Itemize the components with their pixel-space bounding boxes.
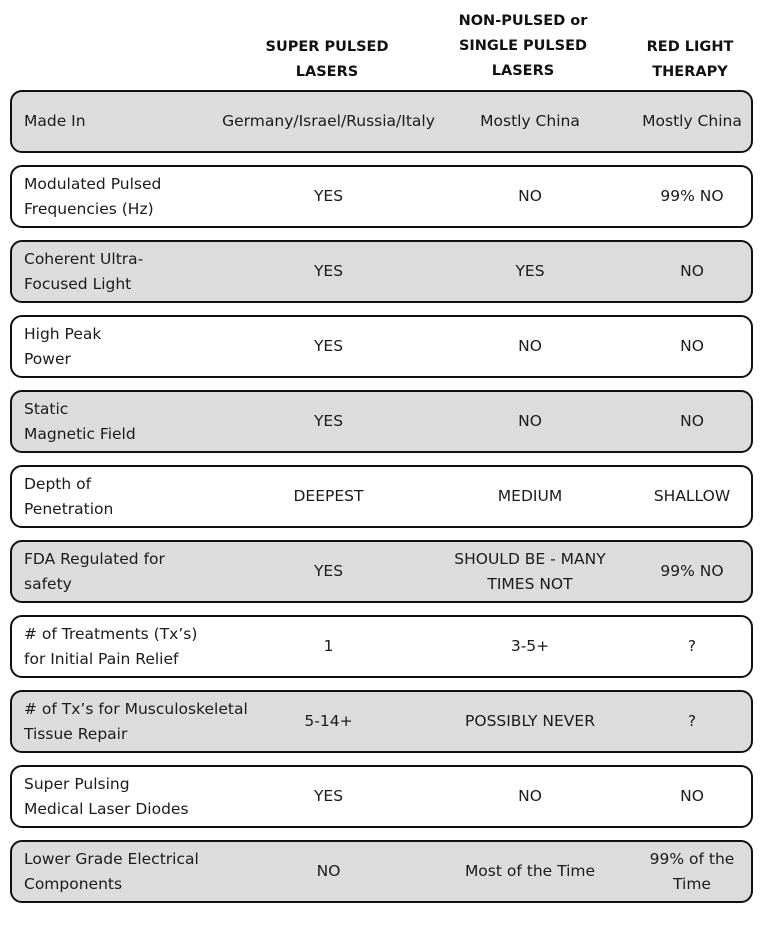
cell-text: YES <box>313 187 344 205</box>
cell-text: 99% NO <box>660 187 724 205</box>
cell-red-light <box>619 767 765 826</box>
cell-super-pulsed <box>202 617 455 676</box>
row-label-text: Coherent Ultra- Focused Light <box>24 249 144 293</box>
cell-text: ? <box>687 712 697 730</box>
cell-non-pulsed <box>445 467 615 526</box>
cell-red-light <box>619 542 765 601</box>
cell-text: DEEPEST <box>293 487 364 505</box>
cell-text: NO <box>680 262 704 280</box>
cell-text: NO <box>518 337 542 355</box>
table-row-coherent-light <box>10 240 753 303</box>
header-line: SUPER PULSED <box>265 39 389 55</box>
cell-text: 99% of the Time <box>649 849 735 893</box>
cell-text: NO <box>518 187 542 205</box>
cell-text: YES <box>313 787 344 805</box>
cell-text: YES <box>313 412 344 430</box>
row-label-text: # of Tx’s for Musculoskeletal Tissue Repair <box>24 699 248 743</box>
header-line: LASERS <box>491 63 555 79</box>
cell-text: NO <box>680 337 704 355</box>
cell-red-light <box>619 317 765 376</box>
cell-text: 5-14+ <box>304 712 353 730</box>
cell-non-pulsed <box>445 692 615 751</box>
cell-red-light <box>619 92 765 151</box>
header-line: RED LIGHT <box>646 39 734 55</box>
cell-text: Germany/Israel/Russia/Italy <box>222 112 435 130</box>
table-row-static-magnetic-field <box>10 390 753 453</box>
header-line: SINGLE PULSED <box>458 38 588 54</box>
row-label-text: Modulated Pulsed Frequencies (Hz) <box>24 174 162 218</box>
cell-non-pulsed <box>445 617 615 676</box>
table-row-super-pulsing-diodes <box>10 765 753 828</box>
cell-red-light <box>619 467 765 526</box>
cell-text: Mostly China <box>642 112 742 130</box>
header-line: THERAPY <box>652 64 728 80</box>
cell-red-light <box>619 842 765 901</box>
cell-non-pulsed <box>445 92 615 151</box>
header-non-pulsed-lasers <box>438 9 608 84</box>
cell-super-pulsed <box>202 242 455 301</box>
cell-text: Most of the Time <box>464 862 596 880</box>
table-row-made-in <box>10 90 753 153</box>
cell-text: SHOULD BE - MANY TIMES NOT <box>454 549 606 593</box>
table-row-modulated-pulsed-frequencies <box>10 165 753 228</box>
cell-red-light <box>619 392 765 451</box>
header-line: LASERS <box>295 64 359 80</box>
cell-text: ? <box>687 637 697 655</box>
header-super-pulsed-lasers <box>232 35 422 85</box>
cell-red-light <box>619 617 765 676</box>
table-row-fda-regulated <box>10 540 753 603</box>
table-header <box>0 0 767 90</box>
row-label-text: Lower Grade Electrical Components <box>24 849 199 893</box>
row-label-text: FDA Regulated for safety <box>24 549 165 593</box>
cell-red-light <box>619 692 765 751</box>
cell-text: YES <box>313 562 344 580</box>
table-row-lower-grade-components <box>10 840 753 903</box>
cell-red-light <box>619 242 765 301</box>
cell-text: YES <box>313 262 344 280</box>
cell-text: Mostly China <box>480 112 580 130</box>
cell-text: YES <box>313 337 344 355</box>
cell-text: POSSIBLY NEVER <box>465 712 595 730</box>
cell-super-pulsed <box>202 467 455 526</box>
cell-non-pulsed <box>445 542 615 601</box>
cell-super-pulsed <box>202 92 455 151</box>
cell-non-pulsed <box>445 842 615 901</box>
cell-non-pulsed <box>445 167 615 226</box>
cell-text: NO <box>518 412 542 430</box>
cell-super-pulsed <box>202 317 455 376</box>
cell-super-pulsed <box>202 692 455 751</box>
cell-super-pulsed <box>202 542 455 601</box>
row-label-text: # of Treatments (Tx’s) for Initial Pain Relief <box>24 624 198 668</box>
table-row-tissue-repair <box>10 690 753 753</box>
cell-text: NO <box>680 787 704 805</box>
cell-text: NO <box>518 787 542 805</box>
cell-text: MEDIUM <box>497 487 563 505</box>
cell-text: 1 <box>323 637 334 655</box>
row-label-text: Depth of Penetration <box>24 474 114 518</box>
row-label-text: Super Pulsing Medical Laser Diodes <box>24 774 189 818</box>
cell-text: NO <box>680 412 704 430</box>
cell-non-pulsed <box>445 392 615 451</box>
row-label-text: Static Magnetic Field <box>24 399 136 443</box>
cell-text: 3-5+ <box>510 637 550 655</box>
row-label-text: Made In <box>24 112 86 130</box>
cell-super-pulsed <box>202 842 455 901</box>
table-row-high-peak-power <box>10 315 753 378</box>
row-label-text: High Peak Power <box>24 324 102 368</box>
cell-red-light <box>619 167 765 226</box>
header-red-light-therapy <box>617 35 763 85</box>
cell-non-pulsed <box>445 317 615 376</box>
cell-super-pulsed <box>202 392 455 451</box>
cell-text: YES <box>515 262 545 280</box>
cell-text: SHALLOW <box>653 487 731 505</box>
cell-non-pulsed <box>445 767 615 826</box>
header-line: NON-PULSED or <box>458 13 588 29</box>
table-row-depth-of-penetration <box>10 465 753 528</box>
cell-non-pulsed <box>445 242 615 301</box>
cell-super-pulsed <box>202 167 455 226</box>
cell-text: NO <box>316 862 341 880</box>
table-row-treatments-pain-relief <box>10 615 753 678</box>
cell-super-pulsed <box>202 767 455 826</box>
cell-text: 99% NO <box>660 562 724 580</box>
